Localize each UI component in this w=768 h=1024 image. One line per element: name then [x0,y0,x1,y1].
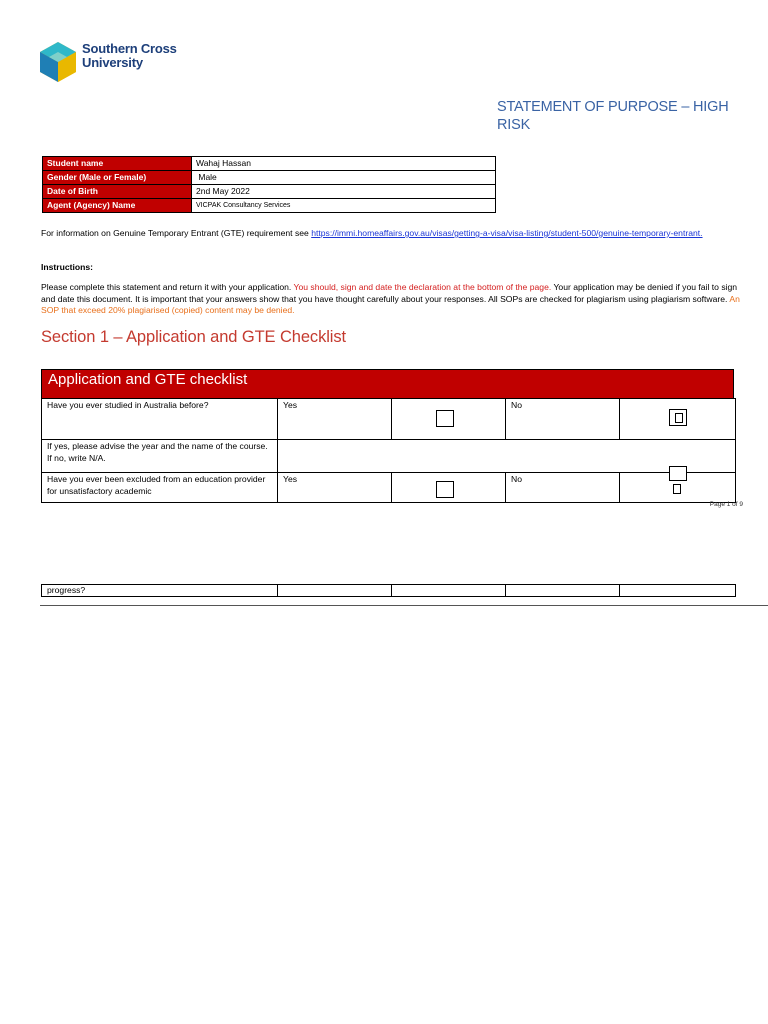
checklist-continued-table [41,584,736,597]
no-checkbox-cell [620,399,736,440]
no-checkbox[interactable] [669,409,687,426]
logo-line-1: Southern Cross [82,41,177,56]
gte-info-paragraph [41,228,751,240]
gte-info-text: For information on Genuine Temporary Entrant (GTE) requirement see [41,228,312,238]
empty-cell [620,585,736,597]
table-row [43,199,496,213]
question-cell: Have you ever studied in Australia before? [42,399,278,440]
empty-cell [392,585,506,597]
dob-value[interactable]: 2nd May 2022 [192,185,496,199]
dob-label: Date of Birth [43,185,192,199]
student-name-label: Student name [43,157,192,171]
instructions-paragraph [41,282,751,317]
student-name-value[interactable]: Wahaj Hassan [192,157,496,171]
instructions-text-orange: An SOP that exceed 20% plagiarised (copied) content may be denied. [41,293,740,315]
instructions-text-2: Your application may be denied if you fail to sign and date this document. It is important that your answers show that you have thought carefully about your responses. All SOPs are checked for plagiarism using plagiarism software. [41,282,738,304]
empty-cell [506,585,620,597]
question-cell: If yes, please advise the year and the name of the course. If no, write N/A. [42,440,278,473]
no-checkbox-cell [620,473,736,503]
table-row [43,171,496,185]
question-continued: progress? [42,585,278,597]
gte-checklist [41,369,734,503]
table-row [43,157,496,171]
instructions-label: Instructions: [41,262,94,272]
yes-checkbox-cell [392,399,506,440]
yes-label: Yes [278,399,392,440]
page-number: Page 1 of 9 [709,501,743,508]
logo-line-2: University [82,55,143,70]
university-logo-icon [38,40,78,89]
gender-label: Gender (Male or Female) [43,171,192,185]
table-row [43,185,496,199]
agent-label: Agent (Agency) Name [43,199,192,213]
gender-value[interactable]: Male [192,171,496,185]
question-cell: Have you ever been excluded from an education provider for unsatisfactory academic [42,473,278,503]
table-row [42,440,736,473]
instructions-text-red: You should, sign and date the declaration at the bottom of the page. [293,282,552,292]
gte-info-link[interactable]: https://immi.homeaffairs.gov.au/visas/getting-a-visa/visa-listing/student-500/genuine-temporary-entrant. [311,228,703,238]
document-title: STATEMENT OF PURPOSE – HIGH RISK [497,99,729,133]
section-heading: Section 1 – Application and GTE Checklist [41,328,346,346]
no-label: No [506,399,620,440]
empty-cell [278,585,392,597]
table-row [42,399,736,440]
checklist-header: Application and GTE checklist [41,369,734,398]
table-row [42,473,736,503]
table-row [42,585,736,597]
yes-label: Yes [278,473,392,503]
horizontal-rule [40,605,768,606]
yes-checkbox[interactable] [436,410,454,427]
answer-cell[interactable] [278,440,736,473]
checkbox-glyph-icon [675,413,683,423]
no-label: No [506,473,620,503]
instructions-text-1: Please complete this statement and return it with your application. [41,282,294,292]
checkbox-glyph-icon[interactable] [673,484,681,494]
checklist-table [41,398,736,503]
yes-checkbox-cell [392,473,506,503]
agent-value[interactable]: VICPAK Consultancy Services [192,199,496,213]
student-info-table [42,156,496,213]
university-name [82,42,177,70]
yes-checkbox[interactable] [436,481,454,498]
